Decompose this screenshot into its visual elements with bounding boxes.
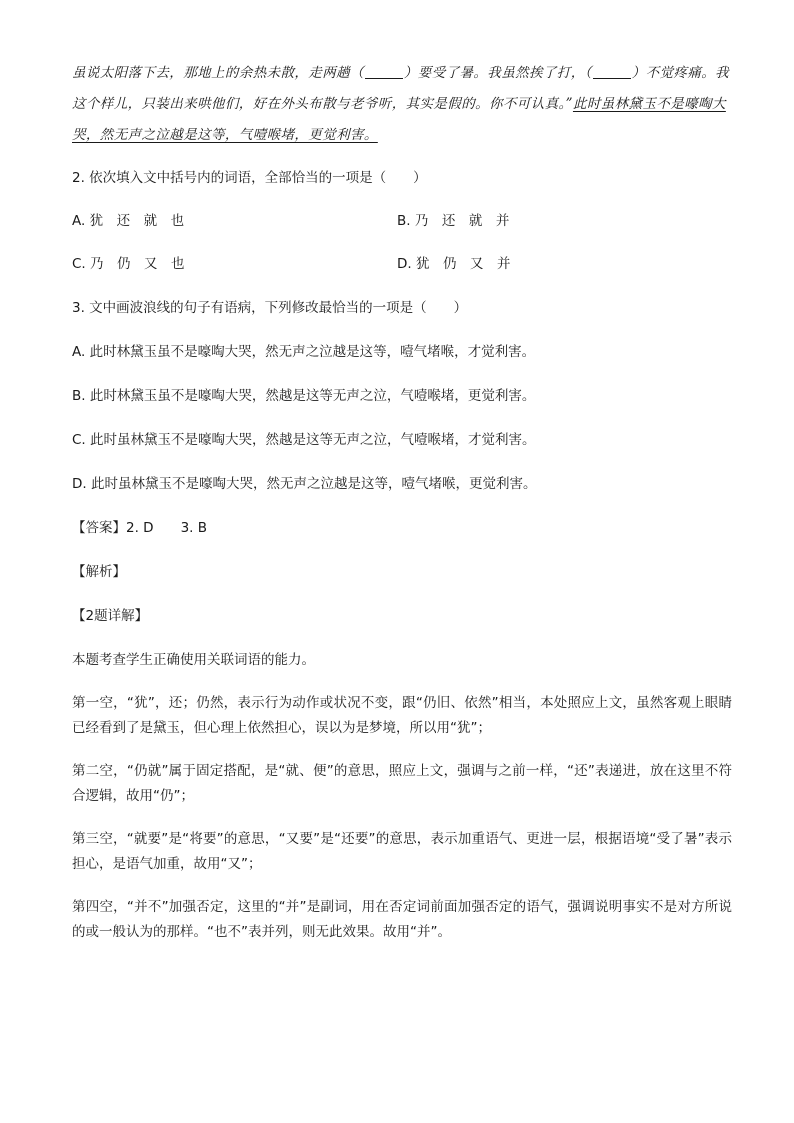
q2-option-a: A. 犹 还 就 也 (72, 213, 185, 229)
analysis-intro: 本题考查学生正确使用关联词语的能力。 (72, 652, 315, 668)
analysis-label: 【解析】 (72, 564, 126, 580)
question-2-options-row-2 (72, 253, 732, 275)
question-2-stem: 2. 依次填入文中括号内的词语，全部恰当的一项是（ ） (72, 170, 427, 186)
analysis-sub-label: 【2题详解】 (72, 608, 149, 624)
passage-text-1: 虽说太阳落下去，那地上的余热未散，走两趟（ (72, 65, 364, 81)
q3-option-c: C. 此时虽林黛玉不是嚎啕大哭，然越是这等无声之泣，气噎喉堵，才觉利害。 (72, 432, 536, 448)
answer-label: 【答案】 (72, 520, 126, 536)
answer-value: 2. D 3. B (126, 520, 207, 536)
q3-option-b: B. 此时林黛玉虽不是嚎啕大哭，然越是这等无声之泣，气噎喉堵，更觉利害。 (72, 388, 536, 404)
question-2-options-row-1 (72, 210, 732, 232)
q2-option-b: B. 乃 还 就 并 (397, 213, 510, 229)
blank-1 (365, 64, 403, 79)
q3-option-a: A. 此时林黛玉虽不是嚎啕大哭，然无声之泣越是这等，噎气堵喉，才觉利害。 (72, 344, 536, 360)
answer-line (72, 517, 732, 539)
blank-2 (593, 64, 631, 79)
document-page (72, 58, 732, 945)
analysis-paragraph-3: 第三空，“就要”是“将要”的意思，“又要”是“还要”的意思，表示加重语气、更进一层，根据语境“受了暑”表示担心，是语气加重，故用“又”； (72, 831, 732, 872)
q3-option-d: D. 此时虽林黛玉不是嚎啕大哭，然无声之泣越是这等，噎气堵喉，更觉利害。 (72, 476, 537, 492)
analysis-paragraph-1: 第一空，“犹”，还；仍然，表示行为动作或状况不变，跟“仍旧、依然”相当，本处照应上文，虽然客观上眼睛已经看到了是黛玉，但心理上依然担心，误以为是梦境，所以用“犹”； (72, 695, 732, 736)
analysis-paragraph-4: 第四空，“并不”加强否定，这里的“并”是副词，用在否定词前面加强否定的语气，强调说明事实不是对方所说的或一般认为的那样。“也不”表并列，则无此效果。故用“并”。 (72, 899, 732, 940)
q2-option-c: C. 乃 仍 又 也 (72, 256, 185, 272)
passage-text-2: ）要受了暑。我虽然挨了打，（ (403, 65, 592, 81)
q2-option-d: D. 犹 仍 又 并 (397, 256, 511, 272)
passage-excerpt (72, 58, 732, 151)
passage-text-3: ）不觉疼痛。我这个样儿，只装出来哄他们，好在外头布散与老爷听，其实是假的。你不可认真。” (72, 65, 730, 112)
wavy-underlined-sentence: 此时虽林黛玉不是嚎啕大哭，然无声之泣越是这等，气噎喉堵，更觉利害。 (72, 96, 726, 143)
question-3-stem: 3. 文中画波浪线的句子有语病，下列修改最恰当的一项是（ ） (72, 300, 468, 316)
analysis-paragraph-2: 第二空，“仍就”属于固定搭配，是“就、便”的意思，照应上文，强调与之前一样，“还”表递进，放在这里不符合逻辑，故用“仍”； (72, 763, 732, 804)
